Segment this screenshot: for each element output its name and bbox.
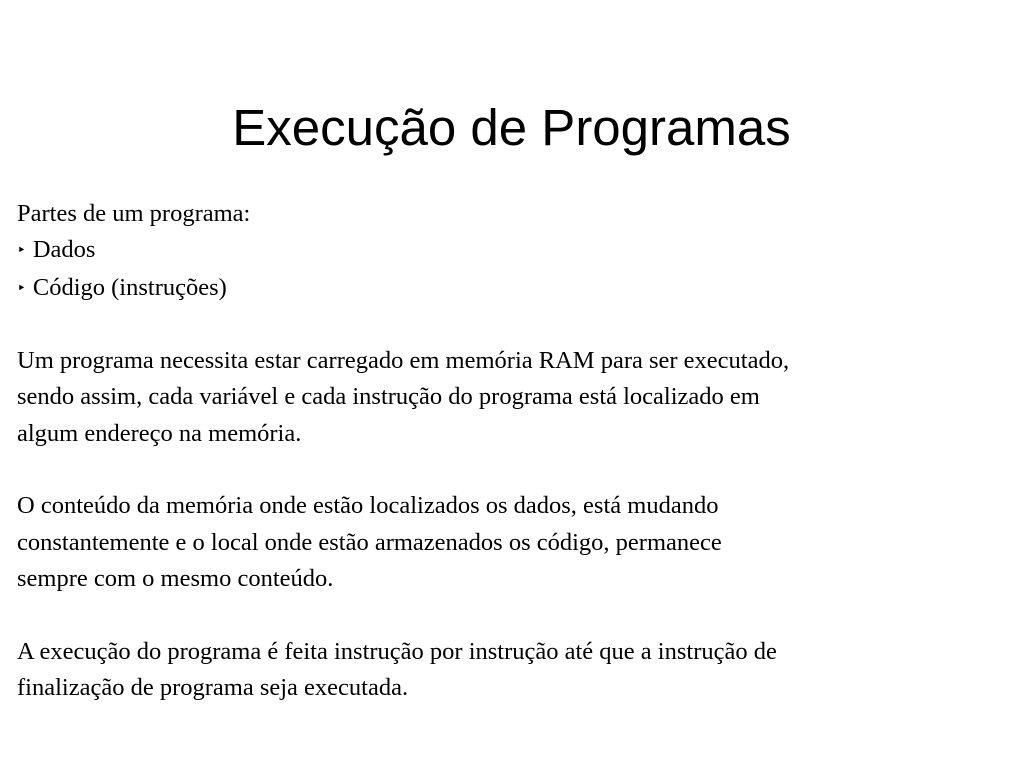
paragraph-line: A execução do programa é feita instrução por instrução até que a instrução de [17, 637, 777, 665]
bullet-text: Dados [32, 236, 96, 264]
slide-title: Execução de Programas [232, 99, 791, 156]
triangle-bullet-icon: ‣ [17, 280, 26, 297]
paragraph-line: sendo assim, cada variável e cada instrução do programa está localizado em [17, 383, 760, 411]
paragraph-gap [17, 452, 1007, 488]
paragraph-gap [17, 597, 1007, 633]
paragraph-line: Um programa necessita estar carregado em memória RAM para ser executado, [17, 347, 790, 375]
paragraph-line: constantemente e o local onde estão armazenados os código, permanece [17, 528, 722, 556]
slide-body [17, 196, 1007, 706]
bullet-item [17, 270, 1007, 307]
paragraph-ram [17, 343, 1007, 452]
bullet-text: Código (instruções) [32, 273, 227, 301]
parts-heading: Partes de um programa: [17, 200, 251, 227]
paragraph-line: sempre com o mesmo conteúdo. [17, 564, 334, 592]
paragraph-line: O conteúdo da memória onde estão localizados os dados, está mudando [17, 492, 719, 520]
paragraph-line: algum endereço na memória. [17, 419, 302, 447]
paragraph-memory-content [17, 488, 1007, 597]
paragraph-line: finalização de programa seja executada. [17, 673, 409, 701]
bullet-item [17, 232, 1007, 269]
triangle-bullet-icon: ‣ [17, 243, 26, 260]
paragraph-execution [17, 634, 1007, 707]
paragraph-gap [17, 307, 1007, 343]
